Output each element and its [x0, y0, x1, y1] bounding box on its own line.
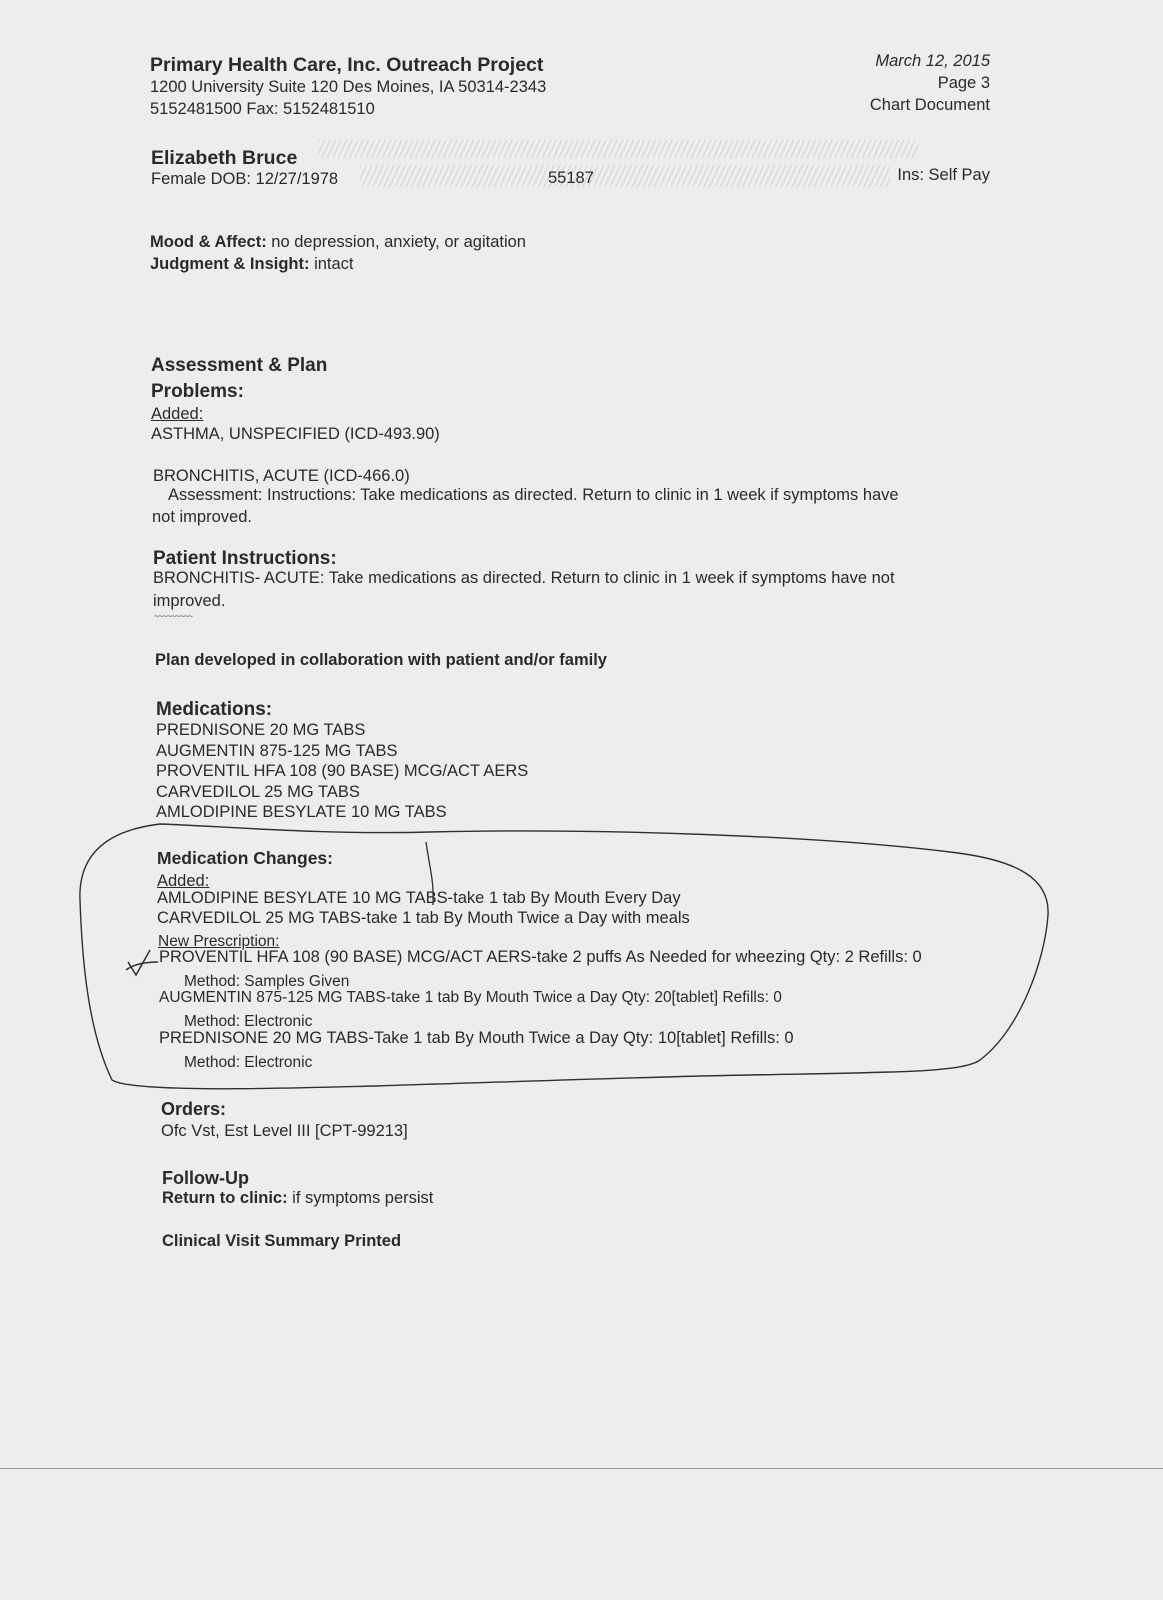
assessment-plan-heading: Assessment & Plan: [151, 355, 328, 376]
medication-item: PREDNISONE 20 MG TABS: [156, 721, 366, 739]
organization-address: 1200 University Suite 120 Des Moines, IA 50314-2343: [150, 78, 547, 96]
added-medication: CARVEDILOL 25 MG TABS-take 1 tab By Mouth Twice a Day with meals: [157, 909, 690, 927]
problems-heading: Problems:: [151, 381, 244, 402]
patient-id: 55187: [548, 169, 594, 187]
return-to-clinic-label: Return to clinic:: [162, 1189, 288, 1207]
visit-summary-printed: Clinical Visit Summary Printed: [162, 1232, 402, 1250]
problem-bronchitis-assessment: Assessment: Instructions: Take medications as directed. Return to clinic in 1 week if symptoms have: [168, 486, 899, 504]
medication-changes-added-label: Added:: [157, 872, 210, 890]
patient-instructions-heading: Patient Instructions:: [153, 548, 337, 569]
patient-sex-dob: Female DOB: 12/27/1978: [151, 170, 339, 188]
prescription-method: Method: Samples Given: [184, 973, 350, 990]
prescription-method: Method: Electronic: [184, 1013, 313, 1030]
plan-collaboration-note: Plan developed in collaboration with patient and/or family: [155, 651, 607, 669]
order-item: Ofc Vst, Est Level III [CPT-99213]: [161, 1122, 408, 1140]
prescription-item: PREDNISONE 20 MG TABS-Take 1 tab By Mouth Twice a Day Qty: 10[tablet] Refills: 0: [159, 1029, 794, 1047]
handwritten-circle: [80, 824, 1048, 1089]
medication-item: AUGMENTIN 875-125 MG TABS: [156, 742, 398, 760]
organization-name: Primary Health Care, Inc. Outreach Project: [150, 54, 544, 76]
medication-item: PROVENTIL HFA 108 (90 BASE) MCG/ACT AERS: [156, 762, 529, 780]
mood-affect-value: no depression, anxiety, or agitation: [266, 233, 526, 251]
return-to-clinic-value: if symptoms persist: [287, 1189, 434, 1207]
insurance: Ins: Self Pay: [897, 166, 990, 184]
patient-instructions-line: BRONCHITIS- ACUTE: Take medications as directed. Return to clinic in 1 week if symptoms have not: [153, 569, 895, 587]
problem-bronchitis-assessment-cont: not improved.: [152, 508, 252, 526]
handwritten-checkmark: [126, 950, 158, 975]
page-number: Page 3: [937, 74, 990, 92]
medication-changes-heading: Medication Changes:: [157, 848, 333, 868]
problems-added-label: Added:: [151, 405, 204, 423]
medication-item: CARVEDILOL 25 MG TABS: [156, 783, 360, 801]
document-type: Chart Document: [869, 96, 990, 114]
patient-name: Elizabeth Bruce: [151, 147, 298, 169]
organization-phone-fax: 5152481500 Fax: 5152481510: [150, 100, 375, 118]
new-prescription-label: New Prescription:: [158, 933, 280, 950]
added-medication: AMLODIPINE BESYLATE 10 MG TABS-take 1 tab By Mouth Every Day: [157, 889, 681, 907]
prescription-item: AUGMENTIN 875-125 MG TABS-take 1 tab By Mouth Twice a Day Qty: 20[tablet] Refills: 0: [159, 989, 782, 1006]
problem-asthma: ASTHMA, UNSPECIFIED (ICD-493.90): [151, 425, 440, 443]
judgment-insight-value: intact: [309, 255, 354, 273]
prescription-method: Method: Electronic: [184, 1054, 313, 1071]
mood-affect-label: Mood & Affect:: [150, 233, 267, 251]
document-date: March 12, 2015: [875, 52, 990, 70]
medications-heading: Medications:: [156, 699, 273, 720]
judgment-insight-label: Judgment & Insight:: [150, 255, 310, 273]
followup-heading: Follow-Up: [162, 1168, 249, 1188]
problem-bronchitis: BRONCHITIS, ACUTE (ICD-466.0): [153, 467, 410, 485]
prescription-item: PROVENTIL HFA 108 (90 BASE) MCG/ACT AERS-take 2 puffs As Needed for wheezing Qty: 2 Refills: 0: [159, 948, 922, 966]
patient-instructions-line-cont: improved.: [153, 592, 226, 610]
medication-item: AMLODIPINE BESYLATE 10 MG TABS: [156, 803, 447, 821]
handwritten-tick-line: [426, 842, 433, 905]
orders-heading: Orders:: [161, 1099, 227, 1119]
instructions-divider: ~~~~~~~~~: [154, 611, 193, 621]
